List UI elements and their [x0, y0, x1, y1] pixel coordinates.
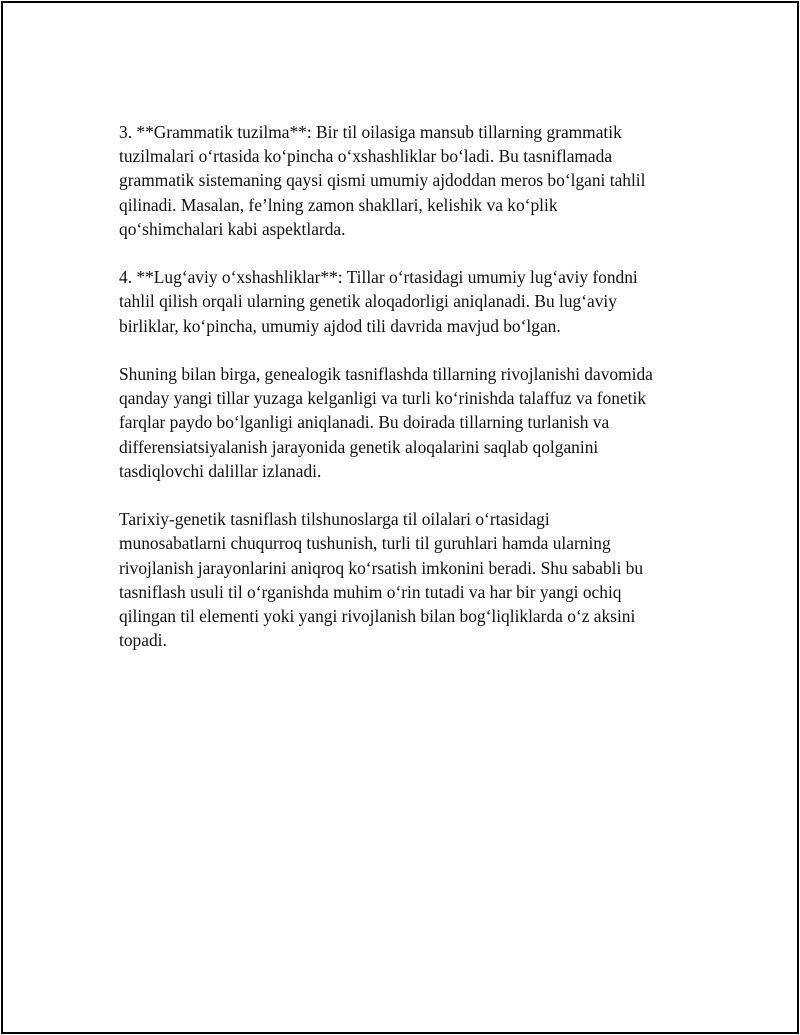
paragraph-lexical-similarities: 4. **Lug‘aviy o‘xshashliklar**: Tillar o‘rtasidagi umumiy lug‘aviy fondni tahlil qilish orqali ularning genetik aloqadorligi aniqlanadi. Bu lug‘aviy birliklar, ko‘pincha, umumiy ajdod tili davrida mavjud bo‘lgan.	[119, 267, 638, 336]
document-page	[1, 1, 799, 1034]
document-body	[119, 120, 699, 677]
paragraph-historical-genetic-classification: Tarixiy-genetik tasniflash tilshunoslarga til oilalari o‘rtasidagi munosabatlarni chuqurroq tushunish, turli til guruhlari hamda ularning rivojlanish jarayonlarini aniqroq ko‘rsatish imkonini beradi. Shu sababli bu tasniflash usuli til o‘rganishda muhim o‘rin tutadi va har bir yangi ochiq qilingan til elementi yoki yangi rivojlanish bilan bog‘liqliklarda o‘z aksini topadi.	[119, 509, 644, 651]
paragraph-grammatical-structure: 3. **Grammatik tuzilma**: Bir til oilasiga mansub tillarning grammatik tuzilmalari o‘rtasida ko‘pincha o‘xshashliklar bo‘ladi. Bu tasniflamada grammatik sistemaning qaysi qismi umumiy ajdoddan meros bo‘lgani tahlil qilinadi. Masalan, fe’lning zamon shakllari, kelishik va ko‘plik qo‘shimchalari kabi aspektlarda.	[119, 122, 646, 239]
paragraph-genealogical-classification: Shuning bilan birga, genealogik tasniflashda tillarning rivojlanishi davomida qanday yangi tillar yuzaga kelganligi va turli ko‘rinishda talaffuz va fonetik farqlar paydo bo‘lganligi aniqlanadi. Bu doirada tillarning turlanish va differensiatsiyalanish jarayonida genetik aloqalarini saqlab qolganini tasdiqlovchi dalillar izlanadi.	[119, 364, 653, 481]
